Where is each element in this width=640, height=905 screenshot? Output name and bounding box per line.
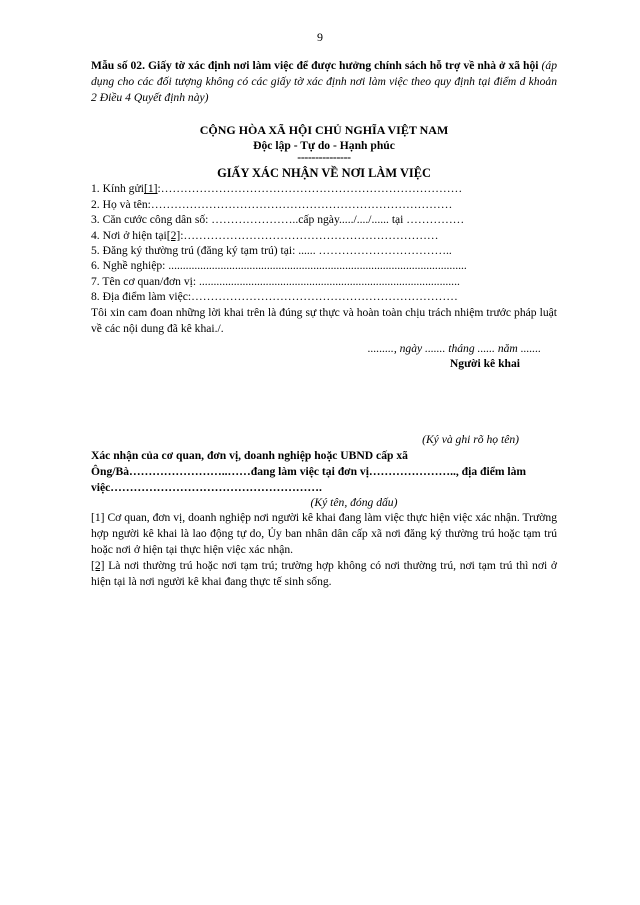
field-workplace: 8. Địa điểm làm việc:…………………………………………………………… [91, 290, 458, 304]
footnote-1-text: Cơ quan, đơn vị, doanh nghiệp nơi người kê khai đang làm việc thực hiện việc xác nhận. Trường hợp người kê khai là lao động tự do, Ủy ban nhân dân cấp xã nơi đăng ký thường trú hoặc tạm trú hoặc nơi ở hiện tại thực hiện việc xác nhận. [91, 511, 557, 556]
nation-name: CỘNG HÒA XÃ HỘI CHỦ NGHĨA VIỆT NAM [199, 123, 449, 138]
signer-label: Người kê khai [449, 356, 520, 370]
signer-sign-note: (Ký và ghi rõ họ tên) [422, 433, 519, 446]
confirmation-heading: Xác nhận của cơ quan, đơn vị, doanh nghiệp hoặc UBND cấp xã [91, 449, 408, 462]
confirmation-section [91, 448, 557, 511]
national-motto: Độc lập - Tự do - Hạnh phúc [253, 139, 395, 153]
footnote-2 [91, 558, 557, 590]
field-occupation: 6. Nghề nghiệp: ....................................................................................................... [91, 259, 467, 273]
footnote-ref-1[interactable]: [1] [143, 182, 158, 196]
footnote-1-marker: [1] [91, 511, 105, 524]
document-title: GIẤY XÁC NHẬN VỀ NƠI LÀM VIỆC [217, 166, 431, 181]
field-current-residence: 4. Nơi ở hiện tại[2]:………………………………………………………… [91, 228, 439, 242]
form-fields [91, 181, 557, 304]
header-separator: --------------- [297, 151, 351, 165]
footnotes [91, 510, 557, 590]
confirmation-workplace-line: việc………………………………………………. [91, 480, 322, 494]
footnote-2-text: Là nơi thường trú hoặc nơi tạm trú; trường hợp không có nơi thường trú, nơi tạm trú thì nơi ở hiện tại là nơi người kê khai đang thực tế sinh sống. [91, 559, 557, 588]
footnote-ref-2[interactable]: [2] [166, 228, 181, 242]
document-content [91, 58, 557, 588]
field-agency-name: 7. Tên cơ quan/đơn vị: .......................................................................................... [91, 274, 460, 288]
date-line: ........., ngày ....... tháng ...... năm ....... [367, 341, 541, 355]
declaration-text: Tôi xin cam đoan những lời khai trên là đúng sự thực và hoàn toàn chịu trách nhiệm trước pháp luật về các nội dung đã kê khai./. [91, 305, 557, 335]
form-heading-scope: (áp dụng cho các đối tượng không có các giấy tờ xác định nơi làm việc theo quy định tại điểm d khoản 2 Điều 4 Quyết định này) [91, 59, 557, 104]
page-number: 9 [317, 30, 323, 44]
field-full-name: 2. Họ và tên:…………………………………………………………………… [91, 197, 453, 211]
confirmation-sign-note: (Ký tên, đóng dấu) [310, 496, 398, 510]
form-heading-title: Mẫu số 02. Giấy tờ xác định nơi làm việc để được hưởng chính sách hỗ trợ về nhà ở xã hội [91, 59, 539, 72]
footnote-1 [91, 510, 557, 558]
field-recipient: 1. Kính gửi[1]:…………………………………………………………………… [91, 182, 463, 196]
field-citizen-id: 3. Căn cước công dân số: …………………..cấp ngày...../..../...... tại …………… [91, 213, 465, 227]
footnote-2-marker: [2] [91, 559, 105, 572]
confirmation-person-line: Ông/Bà……………………..……đang làm việc tại đơn vị………………….., địa điểm làm [91, 464, 527, 478]
form-heading [91, 58, 557, 105]
field-permanent-registration: 5. Đăng ký thường trú (đăng ký tạm trú) tại: ...... …………………………….. [91, 244, 452, 258]
